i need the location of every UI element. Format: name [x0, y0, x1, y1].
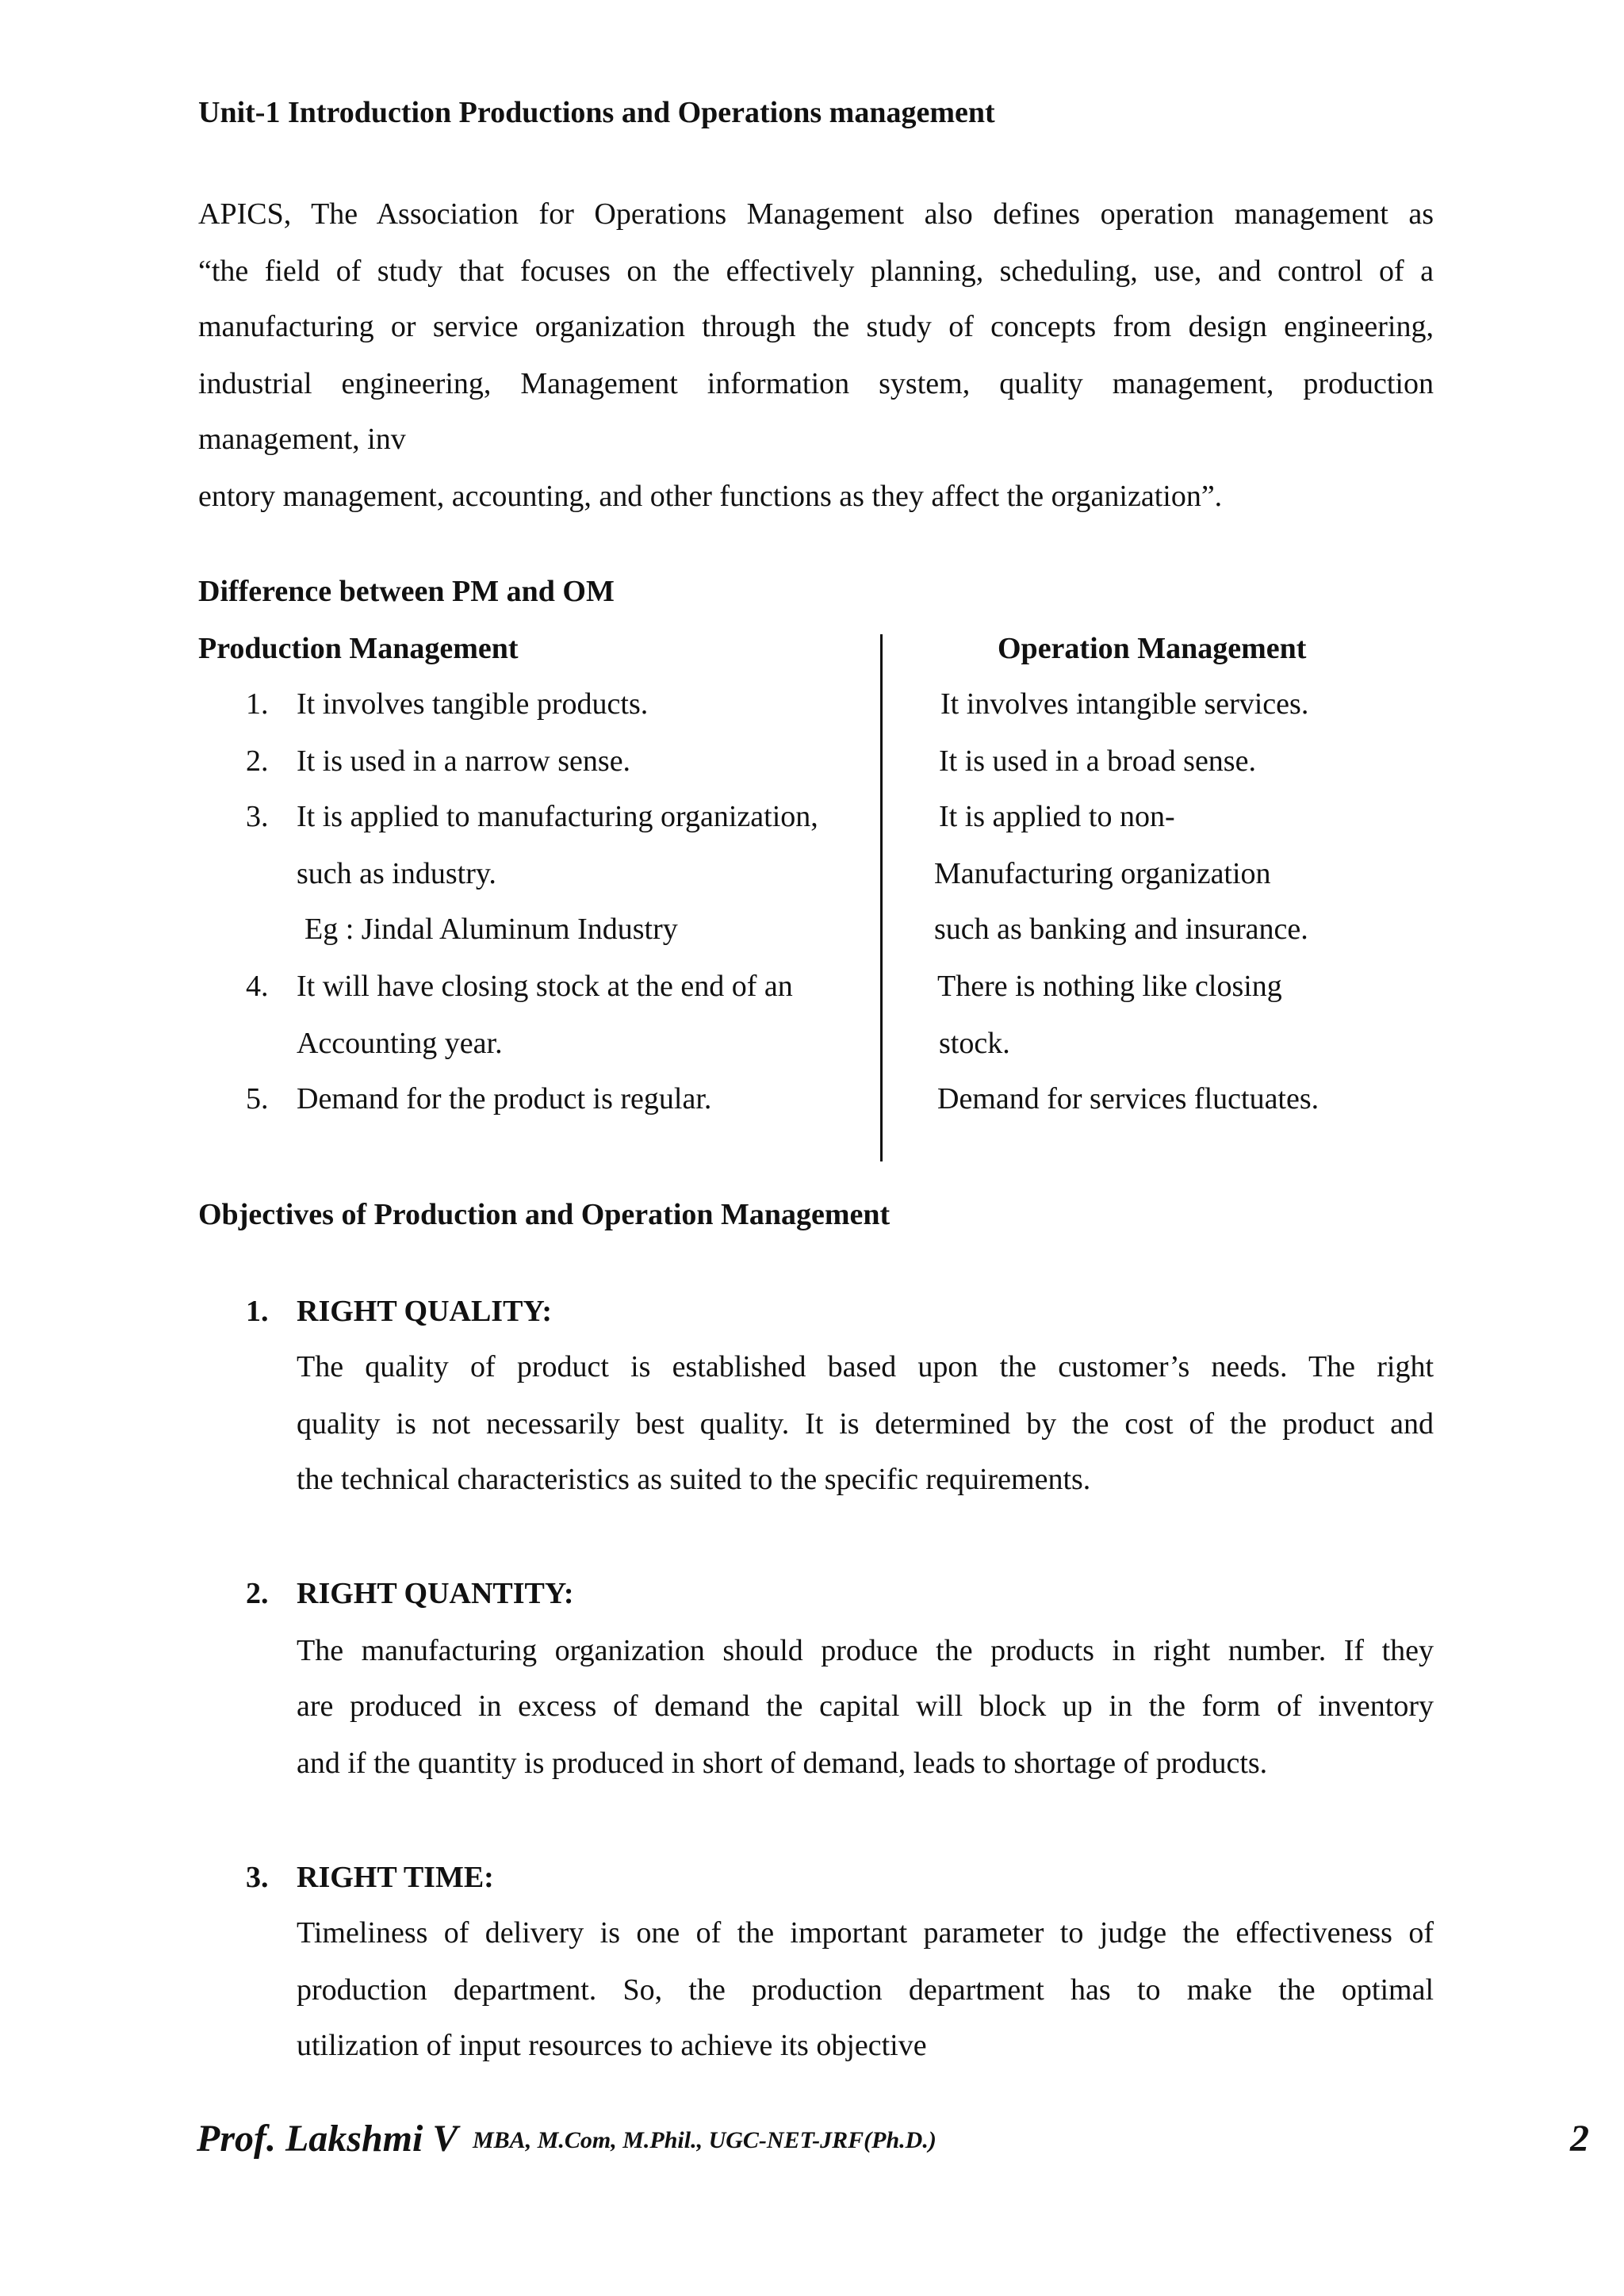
- om-point: It is applied to non-: [939, 800, 1175, 833]
- operation-management-header: Operation Management: [998, 632, 1307, 665]
- pm-point: Eg : Jindal Aluminum Industry: [304, 913, 678, 946]
- objective-text-line: The manufacturing organization should produce the products in right number. If they: [297, 1634, 1434, 1667]
- pm-point: It involves tangible products.: [297, 687, 649, 721]
- objective-text-line: production department. So, the production department has to make the optimal: [297, 1973, 1434, 2007]
- author-qualifications: MBA, M.Com, M.Phil., UGC-NET-JRF(Ph.D.): [473, 2127, 936, 2153]
- objective-title: RIGHT TIME:: [297, 1861, 494, 1894]
- objective-title: RIGHT QUALITY:: [297, 1295, 553, 1328]
- intro-line: APICS, The Association for Operations Management also defines operation management as: [198, 197, 1434, 231]
- list-number: 3.: [246, 800, 269, 833]
- om-point: stock.: [939, 1027, 1010, 1060]
- intro-line: industrial engineering, Management information system, quality management, production: [198, 367, 1434, 400]
- objective-text-line: Timeliness of delivery is one of the important parameter to judge the effectiveness of: [297, 1916, 1434, 1950]
- pm-point: It will have closing stock at the end of an: [297, 970, 793, 1003]
- intro-line: manufacturing or service organization through the study of concepts from design engineering,: [198, 310, 1434, 343]
- om-point: Demand for services fluctuates.: [937, 1082, 1320, 1115]
- pm-point: such as industry.: [297, 857, 496, 890]
- pm-point: Demand for the product is regular.: [297, 1082, 712, 1115]
- om-point: There is nothing like closing: [937, 970, 1282, 1003]
- om-point: It involves intangible services.: [940, 687, 1309, 721]
- intro-line: entory management, accounting, and other functions as they affect the organization”.: [198, 480, 1223, 513]
- list-number: 1.: [246, 687, 269, 721]
- production-management-header: Production Management: [198, 632, 519, 665]
- objective-text-line: are produced in excess of demand the capital will block up in the form of inventory: [297, 1689, 1434, 1723]
- objective-text-line: quality is not necessarily best quality. It is determined by the cost of the product and: [297, 1407, 1434, 1441]
- objective-number: 3.: [246, 1861, 269, 1894]
- pm-point: It is used in a narrow sense.: [297, 744, 631, 778]
- om-point: Manufacturing organization: [934, 857, 1271, 890]
- list-number: 5.: [246, 1082, 269, 1115]
- column-divider: [880, 634, 883, 1161]
- list-number: 2.: [246, 744, 269, 778]
- pm-point: Accounting year.: [297, 1027, 503, 1060]
- author-name: Prof. Lakshmi V: [197, 2118, 458, 2160]
- objective-text-line: The quality of product is established based upon the customer’s needs. The right: [297, 1350, 1434, 1383]
- list-number: 4.: [246, 970, 269, 1003]
- objectives-heading: Objectives of Production and Operation Management: [198, 1198, 891, 1231]
- page-title: Unit-1 Introduction Productions and Operations management: [198, 96, 995, 129]
- om-point: It is used in a broad sense.: [939, 744, 1256, 778]
- intro-line: “the field of study that focuses on the effectively planning, scheduling, use, and control of a: [198, 254, 1434, 288]
- pm-point: It is applied to manufacturing organization,: [297, 800, 818, 833]
- objective-text-line: and if the quantity is produced in short of demand, leads to shortage of products.: [297, 1747, 1268, 1780]
- objective-text-line: utilization of input resources to achieve its objective: [297, 2029, 927, 2062]
- intro-line: management, inv: [198, 423, 406, 456]
- difference-heading: Difference between PM and OM: [198, 575, 615, 608]
- page-number: 2: [1570, 2118, 1589, 2160]
- om-point: such as banking and insurance.: [934, 913, 1308, 946]
- objective-text-line: the technical characteristics as suited to the specific requirements.: [297, 1463, 1091, 1496]
- objective-title: RIGHT QUANTITY:: [297, 1577, 574, 1610]
- objective-number: 2.: [246, 1577, 269, 1610]
- objective-number: 1.: [246, 1295, 269, 1328]
